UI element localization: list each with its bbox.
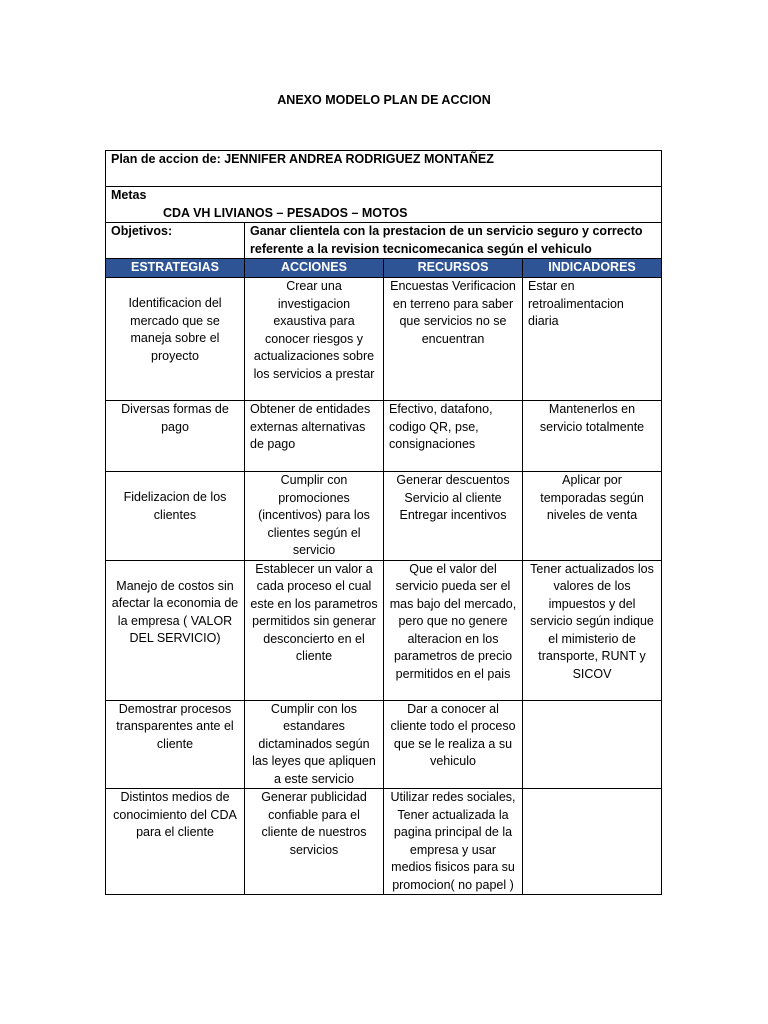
- table-row: [106, 789, 662, 895]
- accion-cell: Cumplir con los estandares dictaminados según las leyes que apliquen a este servicio: [245, 700, 384, 789]
- recurso-cell: Utilizar redes sociales, Tener actualizada la pagina principal de la empresa y usar medios fisicos para su promocion( no papel ): [384, 789, 523, 895]
- metas-cell: [106, 187, 662, 223]
- table-row: [106, 700, 662, 789]
- action-plan-table: [105, 150, 662, 895]
- recurso-cell: Que el valor del servicio pueda ser el mas bajo del mercado, pero que no genere alteracion en los parametros de precio permitidos en el pais: [384, 560, 523, 700]
- plan-owner: Plan de accion de: JENNIFER ANDREA RODRIGUEZ MONTAÑEZ: [106, 151, 662, 187]
- metas-row: [106, 187, 662, 223]
- accion-cell: Establecer un valor a cada proceso el cual este en los parametros permitidos sin generar desconcierto en el cliente: [245, 560, 384, 700]
- estrategia-cell: [106, 560, 245, 700]
- accion-cell: Generar publicidad confiable para el cliente de nuestros servicios: [245, 789, 384, 895]
- estrategia-cell: Diversas formas de pago: [106, 401, 245, 472]
- indicador-cell: Mantenerlos en servicio totalmente: [523, 401, 662, 472]
- accion-cell: Cumplir con promociones (incentivos) para los clientes según el servicio: [245, 472, 384, 561]
- table-row: [106, 472, 662, 561]
- estrategia-cell: Distintos medios de conocimiento del CDA para el cliente: [106, 789, 245, 895]
- accion-cell: Crear una investigacion exaustiva para conocer riesgos y actualizaciones sobre los servicios a prestar: [245, 278, 384, 401]
- table-row: [106, 401, 662, 472]
- plan-owner-row: [106, 151, 662, 187]
- recurso-cell: Efectivo, datafono, codigo QR, pse, consignaciones: [384, 401, 523, 472]
- header-recursos: RECURSOS: [384, 259, 523, 278]
- recurso-cell: Encuestas Verificacion en terreno para saber que servicios no se encuentran: [384, 278, 523, 401]
- indicador-cell: [523, 700, 662, 789]
- metas-value: CDA VH LIVIANOS – PESADOS – MOTOS: [163, 205, 408, 220]
- estrategia-text: Manejo de costos sin afectar la economia de la empresa ( VALOR DEL SERVICIO): [111, 578, 239, 645]
- document-title: ANEXO MODELO PLAN DE ACCION: [277, 93, 491, 107]
- table-row: [106, 560, 662, 700]
- metas-label: Metas: [111, 188, 147, 202]
- estrategia-text: Identificacion del mercado que se maneja sobre el proyecto: [128, 296, 222, 363]
- recurso-cell: Dar a conocer al cliente todo el proceso que se le realiza a su vehiculo: [384, 700, 523, 789]
- table-row: [106, 278, 662, 401]
- indicador-cell: [523, 789, 662, 895]
- header-indicadores: INDICADORES: [523, 259, 662, 278]
- indicador-cell: Tener actualizados los valores de los impuestos y del servicio según indique el mimisterio de transporte, RUNT y SICOV: [523, 560, 662, 700]
- indicador-cell: Estar en retroalimentacion diaria: [523, 278, 662, 401]
- indicador-cell: Aplicar por temporadas según niveles de venta: [523, 472, 662, 561]
- objetivos-value: Ganar clientela con la prestacion de un servicio seguro y correcto referente a la revision tecnicomecanica según el vehiculo: [245, 223, 662, 259]
- estrategia-cell: [106, 278, 245, 401]
- estrategia-cell: [106, 472, 245, 561]
- estrategia-cell: Demostrar procesos transparentes ante el cliente: [106, 700, 245, 789]
- recurso-cell: Generar descuentos Servicio al cliente Entregar incentivos: [384, 472, 523, 561]
- header-estrategias: ESTRATEGIAS: [106, 259, 245, 278]
- estrategia-text: Fidelizacion de los clientes: [123, 490, 227, 522]
- table-header-row: [106, 259, 662, 278]
- objetivos-row: [106, 223, 662, 259]
- header-acciones: ACCIONES: [245, 259, 384, 278]
- accion-cell: Obtener de entidades externas alternativas de pago: [245, 401, 384, 472]
- objetivos-label: Objetivos:: [106, 223, 245, 259]
